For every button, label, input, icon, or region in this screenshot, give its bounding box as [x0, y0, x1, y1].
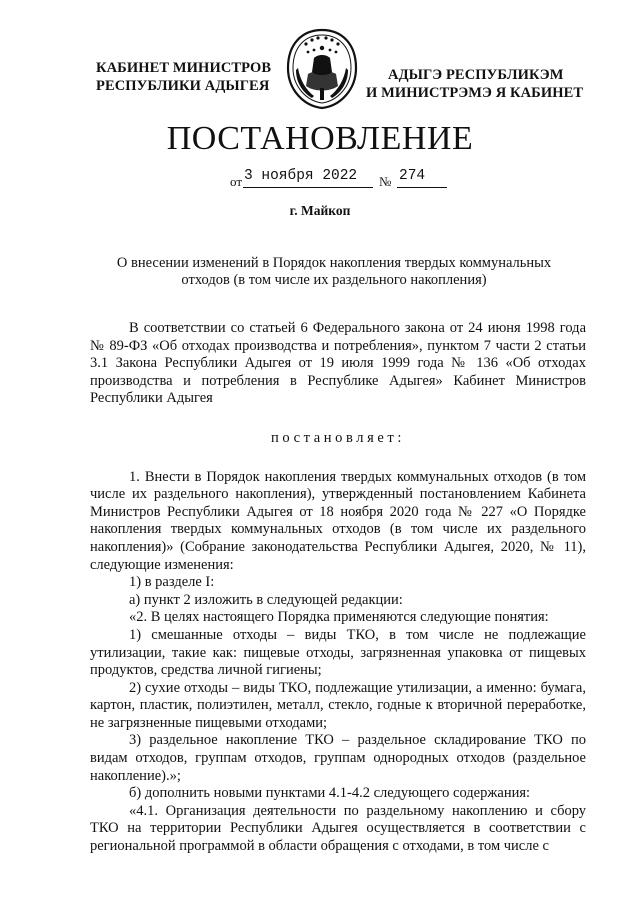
document-title: ПОСТАНОВЛЕНИЕ — [166, 120, 474, 157]
issuer-line: АДЫГЭ РЕСПУБЛИКЭМ — [388, 67, 564, 83]
issuer-name-adyghe — [366, 66, 583, 102]
body-paragraph: б) дополнить новыми пунктами 4.1-4.2 следующего содержания: — [129, 785, 531, 802]
body-paragraph: «2. В целях настоящего Порядка применяются следующие понятия: — [129, 609, 549, 626]
subject-line: О внесении изменений в Порядок накопления твердых коммунальных — [116, 255, 552, 271]
body-paragraph: 1. Внести в Порядок накопления твердых коммунальных отходов (в том числе их раздельного накопления), утвержденный постановлением Кабинета Министров Республики Адыгея от 18 ноября 2020 года № 227 «О Порядке накопления твердых коммунальных отходов (в том числе их раздельного накопления)» (Собрание законодательства Республики Адыгея, 2020, № 11), следующие изменения: — [90, 468, 586, 573]
number-prefix: № — [379, 174, 392, 189]
preamble-paragraph: В соответствии со статьей 6 Федерального закона от 24 июня 1998 года № 89-ФЗ «Об отходах производства и потребления», пунктом 7 части 2 статьи 3.1 Закона Республики Адыгея от 19 июля 1999 года № 136 «Об отходах производства и потребления в Республике Адыгея» Кабинет Министров Республики Адыгея — [90, 320, 586, 407]
body-paragraph: «4.1. Организация деятельности по раздельному накоплению и сбору ТКО на территории Республики Адыгея осуществляется в соответствии с региональной программой в области обращения с отходами, в том числе с — [90, 802, 586, 855]
date-prefix: от — [230, 174, 243, 189]
city: г. Майкоп — [289, 203, 351, 218]
subject-line: отходов (в том числе их раздельного накопления) — [181, 272, 487, 288]
body-paragraph: 3) раздельное накопление ТКО – раздельное складирование ТКО по видам отходов, группам отходов, группам однородных отходов (раздельное накопление).»; — [90, 732, 586, 784]
republic-coat-of-arms-icon — [284, 28, 360, 110]
issuer-line: РЕСПУБЛИКИ АДЫГЕЯ — [96, 78, 270, 94]
document-date: 3 ноября 2022 — [244, 168, 358, 184]
date-underline — [243, 187, 373, 188]
body-paragraph: 1) смешанные отходы – виды ТКО, в том числе не подлежащие утилизации, такие как: пищевые отходы, загрязненная упаковка от пищевых продуктов, средства личной гигиены; — [90, 626, 586, 679]
document-body — [90, 320, 586, 856]
issuer-line: КАБИНЕТ МИНИСТРОВ — [96, 60, 272, 76]
body-paragraph: 1) в разделе I: — [129, 574, 215, 591]
number-underline — [397, 187, 447, 188]
document-subject — [104, 255, 564, 289]
issuer-name-russian — [96, 59, 271, 95]
document-number: 274 — [399, 168, 426, 184]
body-paragraph: а) пункт 2 изложить в следующей редакции: — [129, 591, 403, 608]
date-number-line — [216, 168, 476, 190]
body-paragraph: 2) сухие отходы – виды ТКО, подлежащие утилизации, а именно: бумага, картон, пластик, полиэтилен, металл, стекло, годные к вторичной переработке, не загрязненные пищевыми отходами; — [90, 679, 586, 731]
issuer-line: И МИНИСТРЭМЭ Я КАБИНЕТ — [366, 85, 584, 101]
resolution-word: постановляет: — [271, 429, 405, 446]
